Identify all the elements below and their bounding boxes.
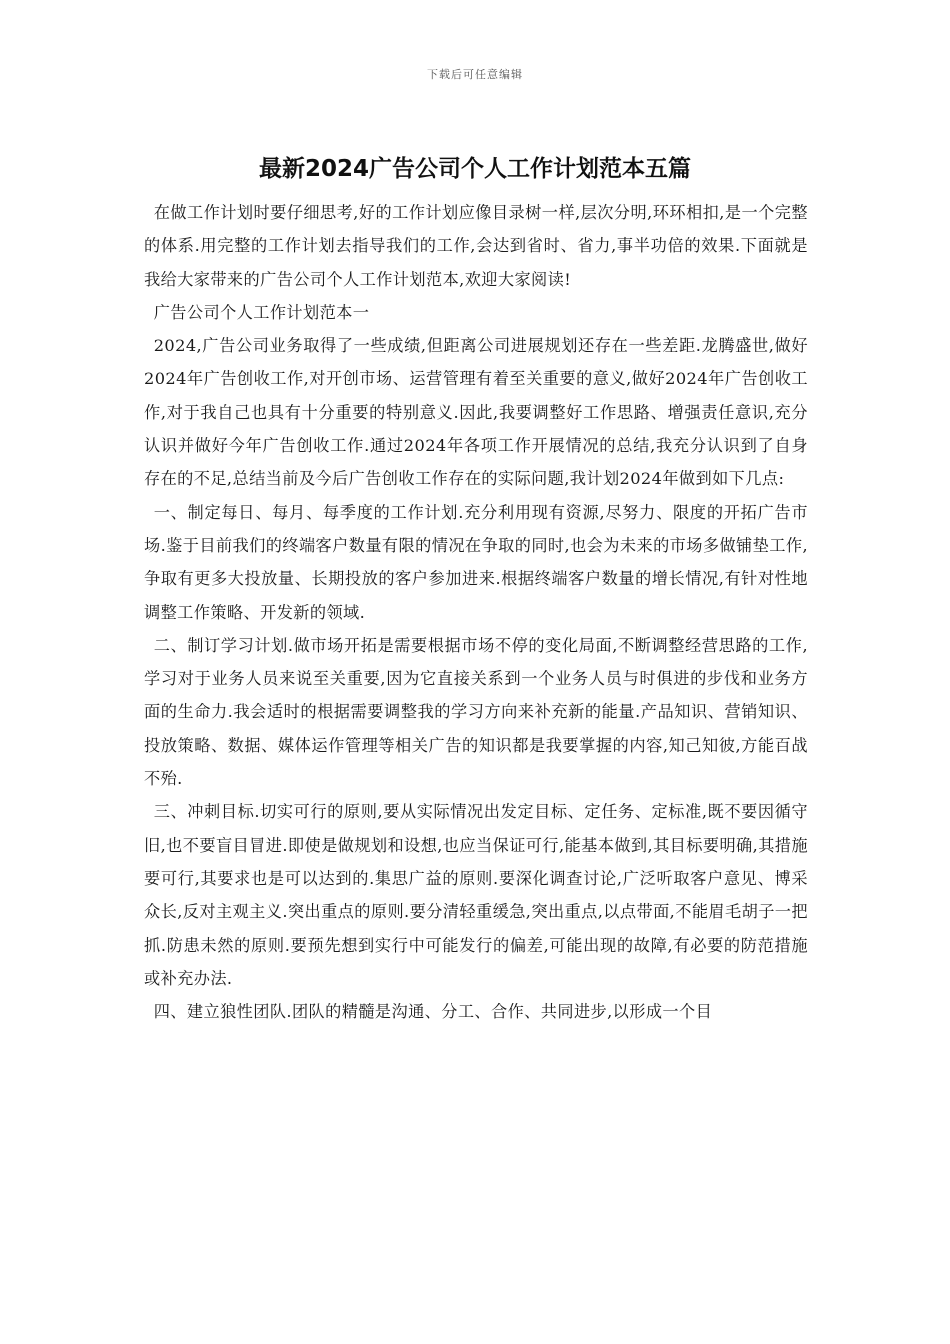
intro-paragraph: 在做工作计划时要仔细思考,好的工作计划应像目录树一样,层次分明,环环相扣,是一个完整的体系.用完整的工作计划去指导我们的工作,会达到省时、省力,事半功倍的效果.下面就是我给大家带来的广告公司个人工作计划范本,欢迎大家阅读! bbox=[144, 203, 808, 289]
document-title: 最新2024广告公司个人工作计划范本五篇 bbox=[258, 156, 691, 182]
document-body bbox=[144, 196, 808, 1028]
body-paragraph: 2024,广告公司业务取得了一些成绩,但距离公司进展规划还存在一些差距.龙腾盛世,做好2024年广告创收工作,对开创市场、运营管理有着至关重要的意义,做好2024年广告创收工作,对于我自己也具有十分重要的特别意义.因此,我要调整好工作思路、增强责任意识,充分认识并做好今年广告创收工作.通过2024年各项工作开展情况的总结,我充分认识到了自身存在的不足,总结当前及今后广告创收工作存在的实际问题,我计划2024年做到如下几点: bbox=[144, 336, 808, 489]
body-paragraph: 二、制订学习计划.做市场开拓是需要根据市场不停的变化局面,不断调整经营思路的工作,学习对于业务人员来说至关重要,因为它直接关系到一个业务人员与时俱进的步伐和业务方面的生命力.我会适时的根据需要调整我的学习方向来补充新的能量.产品知识、营销知识、投放策略、数据、媒体运作管理等相关广告的知识都是我要掌握的内容,知己知彼,方能百战不殆. bbox=[144, 635, 808, 789]
body-paragraph: 一、制定每日、每月、每季度的工作计划.充分利用现有资源,尽努力、限度的开拓广告市场.鉴于目前我们的终端客户数量有限的情况在争取的同时,也会为未来的市场多做铺垫工作,争取有更多大投放量、长期投放的客户参加进来.根据终端客户数量的增长情况,有针对性地调整工作策略、开发新的领域. bbox=[144, 502, 808, 622]
body-paragraph: 四、建立狼性团队.团队的精髓是沟通、分工、合作、共同进步,以形成一个目 bbox=[153, 1002, 713, 1022]
body-paragraph: 三、冲刺目标.切实可行的原则,要从实际情况出发定目标、定任务、定标准,既不要因循守旧,也不要盲目冒进.即使是做规划和设想,也应当保证可行,能基本做到,其目标要明确,其措施要可行,其要求也是可以达到的.集思广益的原则.要深化调查讨论,广泛听取客户意见、博采众长,反对主观主义.突出重点的原则.要分清轻重缓急,突出重点,以点带面,不能眉毛胡子一把抓.防患未然的原则.要预先想到实行中可能发行的偏差,可能出现的故障,有必要的防范措施或补充办法. bbox=[144, 802, 808, 988]
section-heading: 广告公司个人工作计划范本一 bbox=[153, 302, 370, 322]
page-header-note: 下载后可任意编辑 bbox=[427, 68, 523, 81]
